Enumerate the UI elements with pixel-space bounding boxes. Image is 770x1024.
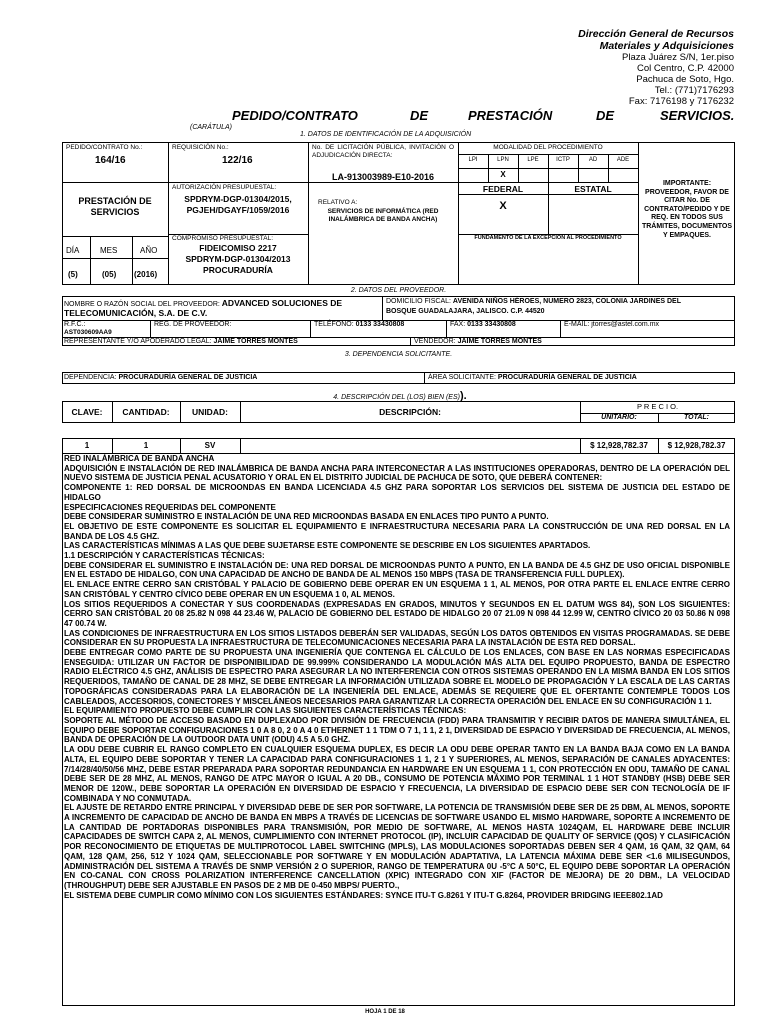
org-line-2: Materiales y Adquisiciones	[599, 40, 734, 52]
issuer-header	[578, 28, 734, 107]
desc-paragraph: LAS CARACTERÍSTICAS MÍNIMAS A LAS QUE DEBE SUJETARSE ESTE COMPONENTE SE DESCRIBE EN LOS SIGUIENTES APARTADOS.	[64, 541, 591, 551]
autorizacion-value-2: PGJEH/DGAYF/1059/2016	[186, 205, 290, 215]
fax-value: 0133 33430808	[467, 321, 516, 328]
desc-paragraph: RED INALÁMBRICA DE BANDA ANCHA	[64, 454, 215, 463]
desc-paragraph: LAS CONDICIONES DE INFRAESTRUCTURA EN LOS SITIOS LISTADOS DEBERÁN SER VALIDADAS, SEGÚN LOS DATOS OBTENIDOS EN VISITAS PROGRAMADAS. SE DEBE CONSIDERAR EN SU PROPUESTA LA INFRAESTRUCTURA DE TELECOMUNICACIONES NECESARIA PARA LA INSTALACIÓN DE ESTA RED DORSAL.	[64, 628, 730, 648]
modalidad-ictp: ICTP	[556, 157, 570, 163]
col-unidad: UNIDAD:	[192, 407, 228, 417]
title-word-1: PEDIDO/CONTRATO	[232, 108, 358, 123]
compromiso-value-1: FIDEICOMISO 2217	[199, 243, 277, 253]
compromiso-label: COMPROMISO PRESUPUESTAL:	[172, 235, 274, 242]
org-line-1: Dirección General de Recursos	[578, 28, 734, 40]
desc-paragraph: ESPECIFICACIONES REQUERIDAS DEL COMPONENTE	[64, 502, 276, 512]
desc-paragraph: EL AJUSTE DE RETARDO ENTRE PRINCIPAL Y DIVERSIDAD DEBE DE SER POR SOFTWARE, LA POTENCIA DE TRANSMISIÓN DEBE SER DE 25 DBM, AL MENOS, SOPORTE A INCREMENTO DE CAPACIDAD DE ANCHO DE BANDA EN MBPS A TRAVÉS DE LICENCIAS DE SOFTWARE USANDO EL MISMO HARDWARE, SOPORTE A INCREMENTO DE LA CANTIDAD DE PORTADORAS DISPONIBLES PARA TRANSMISIÓN, POR MEDIO DE SOFTWARE, AL MENOS HASTA 1024QAM, EL HARDWARE DEBE INCLUIR CAPACIDADES DE SWITCH CAPA 2, AL MENOS, CUMPLIMIENTO CON INTERNET PROTOCOL (IP), INCLUIR CAPACIDAD DE QUALITY OF SERVICE (QOS) Y CLASIFICACIÓN POR RECONOCIMIENTO DE ETIQUETAS DE MULTIPROTOCOL LABEL SWITCHING (MPLS), LAS MODULACIONES SOPORTADAS DEBEN SER 4 QAM, 16 QAM, 32 QAM, 64 QAM, 128 QAM, 256, 512 Y 1024 QAM, SELECCIONABLE POR SOFTWARE Y EN MODULACIÓN ADAPTATIVA, LA LATENCIA MÁXIMA DEBE SER <1.6 MILISEGUNDOS, ADMINISTRACIÓN DEL SISTEMA A TRAVÉS DE SNMP VERSIÓN 2 O SUPERIOR, RANGO DE TEMPERATURA 0U -5°C A 50°C, EL EQUIPO DEBE SOPORTAR LA OPERACIÓN EN CO-CANAL CON CROSS POLARIZATION INTERFERENCE CANCELLATION (XPIC) INTEGRADO CON XIF (FACTOR DE MEJORA) DE 20 DBM., LA VELOCIDAD (THROUGHPUT) DEBE SER AJUSTABLE EN PASOS DE 2 MB DE 0-450 MBPS/ PUERTO.,	[64, 803, 730, 890]
pedido-label: PEDIDO/CONTRATO No.:	[66, 144, 143, 151]
title-word-2: DE	[410, 108, 429, 123]
desc-paragraph: COMPONENTE 1: RED DORSAL DE MICROONDAS EN BANDA LICENCIADA 4.5 GHZ PARA SOPORTAR LOS SERVICIOS DEL SISTEMA DE JUSTICIA DEL ESTADO DE HIDALGO	[64, 483, 730, 502]
item-unidad: SV	[204, 441, 216, 450]
item-clave: 1	[84, 441, 90, 450]
email-label: E-MAIL:	[564, 321, 590, 328]
item-unitario: $ 12,928,782.37	[590, 441, 648, 450]
modalidad-ade: ADE	[616, 157, 630, 163]
col-precio: P R E C I O.	[636, 402, 679, 411]
item-description	[64, 454, 730, 900]
modalidad-lpe: LPE	[527, 157, 539, 163]
fundamento-label: FUNDAMENTO DE LA EXCEPCIÓN AL PROCEDIMIENTO	[474, 235, 622, 241]
section-3-heading: 3. DEPENDENCIA SOLICITANTE.	[344, 351, 453, 358]
nombre-value-1: ADVANCED SOLUCIONES DE	[221, 298, 343, 308]
desc-paragraph: LA ODU DEBE CUBRIR EL RANGO COMPLETO EN CUALQUIER ESQUEMA DUPLEX, ES DECIR LA ODU DEBE OPERAR TANTO EN LA BANDA BAJA COMO EN LA BANDA ALTA, EL EQUIPO DEBE SOPORTAR Y TENER LA CAPACIDAD PARA CONFIGURACIONES 1 1, 2 1 Y SUPERIORES, AL MENOS, SEPARACIÓN DE CANALES ADYACENTES: 7/14/28/40/50/56 MHZ, DEBE ESTAR PREPARADA PARA SOPORTAR REDUNDANCIA EN HARDWARE EN UN ESQUEMA 1 1, CON PROTECCIÓN EN ODU, TAMAÑO DE CANAL DEBE SER DE 28 MHZ, AL MENOS, RANGO DE ATPC MAYOR O IGUAL A 20 DB., CONSUMO DE POTENCIA MÁXIMO POR TERMINAL 1 1 HOT STANDBY (HSB) DEBE SER MENOR DE 120W., DEBE SOPORTAR LA OPERACIÓN EN DIVERSIDAD DE ESPACIO Y FRECUENCIA, LA DIVERSIDAD DE ESPACIO DEBE SER CON TECNOLOGÍA DE IF COMBINADA Y NO CONMUTADA.	[64, 745, 730, 803]
dependencia-value: PROCURADURÍA GENERAL DE JUSTICIA	[118, 374, 258, 381]
vendedor-label: VENDEDOR:	[414, 338, 456, 345]
pedido-value: 164/16	[95, 155, 126, 166]
vendedor-value: JAIME TORRES MONTES	[457, 338, 542, 345]
nombre-label: NOMBRE O RAZÓN SOCIAL DEL PROVEEDOR:	[64, 301, 220, 308]
licitacion-label: No. DE LICITACIÓN PÚBLICA, INVITACIÓN O ADJUDICACIÓN DIRECTA:	[312, 144, 454, 159]
desc-paragraph: DEBE ENTREGAR COMO PARTE DE SU PROPUESTA UNA INGENIERÍA QUE CONTENGA EL CÁLCULO DE LOS ENLACES, CON BASE EN LAS NORMAS ESPECIFICADAS ENSEGUIDA: UTILIZAR UN FACTOR DE DISPONIBILIDAD DE 99.999% CONSIDERANDO LA MODULACIÓN MÁS ALTA DEL EQUIPO PROPUESTO, BANDA DE ESPECTRO RADIO ELÉCTRICO 4.5 GHZ, ANÁLISIS DE ESPECTRO PARA ASEGURAR LA NO INTERFERENCIA CON OTROS SISTEMAS OPERANDO EN LA MISMA BANDA EN LOS SITIOS REQUERIDOS, TAMAÑO DE CANAL DE 28 MHZ, SE DEBE ENTREGAR LA INFORMACIÓN UTILIZADA SOBRE EL MODELO DE PROPAGACIÓN Y LA ESCALA DE LAS CARTAS TOPOGRÁFICAS CONSIDERADAS PARA LA ELABORACIÓN DE LA INGENIERÍA DEL ENLACE, ADEMÁS SE REQUIERE QUE EL OFERTANTE CONTEMPLE TODOS LOS CABLEADOS, ACCESORIOS, CONECTORES Y MISCELÁNEOS NECESARIOS PARA GARANTIZAR LA CORRECTA OPERACIÓN DEL ENLACE EN SU CONFIGURACIÓN 1 1.	[64, 648, 730, 706]
item-cantidad: 1	[143, 441, 149, 450]
address-line-1: Plaza Juárez S/N, 1er.piso	[622, 52, 734, 63]
nombre-value-2: TELECOMUNICACIÓN, S.A. DE C.V.	[64, 308, 208, 318]
desc-paragraph: 1.1 DESCRIPCIÓN Y CARACTERÍSTICAS TÉCNICAS:	[64, 551, 265, 561]
desc-paragraph: DEBE CONSIDERAR SUMINISTRO E INSTALACIÓN DE UNA RED MICROONDAS BASADA EN ENLACES TIPO PUNTO A PUNTO.	[64, 512, 549, 522]
federal-label: FEDERAL	[482, 184, 524, 194]
relativo-label: RELATIVO A:	[318, 199, 358, 206]
caratula: (CARÁTULA)	[190, 124, 233, 131]
area-value: PROCURADURÍA GENERAL DE JUSTICIA	[497, 374, 637, 381]
section-4-heading: 4. DESCRIPCIÓN DEL (LOS) BIEN (ES)	[333, 394, 460, 401]
title-word-5: SERVICIOS.	[660, 108, 735, 123]
importante-note: IMPORTANTE: PROVEEDOR, FAVOR DE CITAR No. DE CONTRATO/PEDIDO Y DE REQ. EN TODOS SUS TRÁMITES, DOCUMENTOS Y EMPAQUES.	[641, 180, 733, 239]
compromiso-value-3: PROCURADURÍA	[203, 265, 273, 275]
modalidad-lpn: LPN	[497, 157, 509, 163]
area-label: ÁREA SOLICITANTE:	[428, 374, 496, 381]
section-1-heading: 1. DATOS DE IDENTIFICACIÓN DE LA ADQUISICIÓN	[300, 131, 472, 138]
licitacion-value: LA-913003989-E10-2016	[331, 172, 435, 182]
item-total: $ 12,928,782.37	[667, 441, 726, 450]
relativo-value: SERVICIOS DE INFORMÁTICA (RED INALÁMBRICA DE BANDA ANCHA)	[327, 208, 439, 223]
col-unitario: UNITARIO:	[601, 414, 637, 421]
modalidad-lpi: LPI	[468, 157, 478, 163]
address-line-2: Col Centro, C.P. 42000	[637, 63, 734, 74]
telephone: Tel.: (771)7176293	[654, 85, 734, 96]
section-2-heading: 2. DATOS DEL PROVEEDOR.	[350, 287, 447, 294]
anio-value: (2016)	[134, 270, 158, 279]
desc-paragraph: EL EQUIPAMIENTO PROPUESTO DEBE CUMPLIR CON LAS SIGUIENTES CARACTERÍSTICAS TÉCNICAS:	[64, 706, 467, 716]
representante-label: REPRESENTANTE Y/O APODERADO LEGAL:	[64, 338, 212, 345]
email-value: jtorres@astel.com.mx	[591, 321, 660, 328]
desc-paragraph: EL SISTEMA DEBE CUMPLIR COMO MÍNIMO CON LOS SIGUIENTES ESTÁNDARES: SYNCE ITU-T G.8261 Y ITU-T G.8264, PROVIDER BRIDGING IEEE802.1AD	[64, 890, 663, 900]
mes-value: (05)	[102, 270, 117, 279]
address-line-3: Pachuca de Soto, Hgo.	[636, 74, 734, 85]
domicilio-value-2: BOSQUE GUADALAJARA, JALISCO. C.P. 44520	[386, 308, 545, 315]
desc-paragraph: ADQUISICIÓN E INSTALACIÓN DE RED INALÁMBRICA DE BANDA ANCHA PARA INTERCONECTAR A LAS INSTITUCIONES OPERADORAS, DENTRO DE LA OPERACIÓN DEL NUEVO SISTEMA DE JUSTICIA PENAL ACUSATORIO Y ORAL EN EL DISTRITO JUDICIAL DE PACHUCA DE SOTO, QUE DEBERÁ CONTENER:	[64, 463, 730, 483]
dependencia-label: DEPENDENCIA:	[64, 374, 117, 381]
telefono-value: 0133 33430808	[355, 321, 405, 328]
rfc-label: R.F.C.:	[64, 321, 86, 328]
mes-label: MES	[100, 246, 118, 255]
prestacion-servicios: PRESTACIÓN DE SERVICIOS	[78, 196, 152, 217]
desc-paragraph: EL ENLACE ENTRE CERRO SAN CRISTÓBAL Y PALACIO DE GOBIERNO DEBE OPERAR EN UN ESQUEMA 1 1, AL MENOS, POR OTRA PARTE EL ENLACE ENTRE CERRO SAN CRISTÓBAL Y CENTRO CÍVICO DEBE OPERAR EN UN ESQUEMA 1 0, AL MENOS.	[64, 580, 730, 599]
domicilio-label: DOMICILIO FISCAL:	[386, 298, 451, 305]
representante-value: JAIME TORRES MONTES	[213, 338, 298, 345]
desc-paragraph: SOPORTE AL MÉTODO DE ACCESO BASADO EN DUPLEXADO POR DIVISIÓN DE FRECUENCIA (FDD) PARA TRANSMITIR Y RECIBIR DATOS DE MANERA SIMULTÁNEA, EL EQUIPO DEBE SOPORTAR CONFIGURACIONES 1 0 A 8 0, 2 0 A 4 0 ETHERNET 1 1 TDM O 7 1, 1 1, 2 1, DIVERSIDAD DE ESPACIO Y DIVERSIDAD DE FRECUENCIA, AL MENOS, BANDA DE OPERACIÓN DE LA OUTDOOR DATA UNIT (ODU) 4.5 A 5.0 GHZ.	[64, 715, 730, 745]
federal-mark: X	[499, 200, 507, 212]
anio-label: AÑO	[140, 246, 158, 255]
modalidad-ad: AD	[588, 157, 598, 163]
modalidad-mark: X	[500, 170, 506, 179]
title-word-4: DE	[596, 108, 615, 123]
autorizacion-value-1: SPDRYM-DGP-01304/2015,	[184, 194, 292, 204]
fax: Fax: 7176198 y 7176232	[628, 96, 734, 107]
desc-paragraph: EL OBJETIVO DE ESTE COMPONENTE ES SOLICITAR EL EQUIPAMIENTO E INFRAESTRUCTURA NECESARIA PARA LA CONSTRUCCIÓN DE UNA RED DORSAL EN LA BANDA DE LOS 4.5 GHZ.	[64, 521, 730, 541]
domicilio-value-1: AVENIDA NIÑOS HÉROES, NUMERO 2823, COLONIA JARDINES DEL	[452, 298, 681, 305]
reg-proveedor-label: REG. DE PROVEEDOR:	[154, 321, 232, 328]
desc-paragraph: DEBE CONSIDERAR EL SUMINISTRO E INSTALACIÓN DE: UNA RED DORSAL DE MICROONDAS PUNTO A PUNTO, EN LA BANDA DE 4.5 GHZ DE USO OFICIAL DISPONIBLE EN EL ESTADO DE HIDALGO, CON UNA CAPACIDAD DE ANCHO DE BANDA DE AL MENOS 150 MBPS (TASA DE TRANSFERENCIA FULL DUPLEX).	[64, 560, 730, 580]
title-word-3: PRESTACIÓN	[468, 108, 553, 123]
estatal-label: ESTATAL	[574, 184, 612, 194]
col-clave: CLAVE:	[71, 407, 103, 417]
col-cantidad: CANTIDAD:	[122, 407, 170, 417]
fax-label: FAX:	[450, 321, 466, 328]
dia-value: (5)	[68, 270, 78, 279]
col-total: TOTAL:	[683, 414, 709, 421]
col-descripcion: DESCRIPCIÓN:	[379, 407, 441, 417]
modalidad-label: MODALIDAD DEL PROCEDIMIENTO	[493, 144, 603, 151]
desc-paragraph: LOS SITIOS REQUERIDOS A CONECTAR Y SUS COORDENADAS (EXPRESADAS EN GRADOS, MINUTOS Y SEGUNDOS EN EL DATUM WGS 84), SON LOS SIGUIENTES: CERRO SAN CRISTÓBAL 20 08 25.82 N 098 44 23.46 W, PALACIO DE GOBIERNO DEL ESTADO DE HIDALGO 20 07 21.09 N 098 44 12.99 W, CENTRO CÍVICO 20 03 50.86 N 098 47 00.74 W.	[64, 599, 730, 628]
page-footer: HOJA 1 DE 18	[365, 1009, 405, 1015]
dia-label: DÍA	[66, 246, 80, 255]
section-4-heading-paren: ).	[459, 390, 467, 402]
compromiso-value-2: SPDRYM-DGP-01304/2013	[185, 254, 291, 264]
telefono-label: TELÉFONO:	[314, 321, 354, 328]
requisicion-label: REQUISICIÓN No.:	[172, 144, 229, 151]
autorizacion-label: AUTORIZACIÓN PRESUPUESTAL:	[172, 184, 277, 191]
rfc-value: AST030609AA9	[64, 329, 112, 336]
requisicion-value: 122/16	[222, 155, 253, 166]
